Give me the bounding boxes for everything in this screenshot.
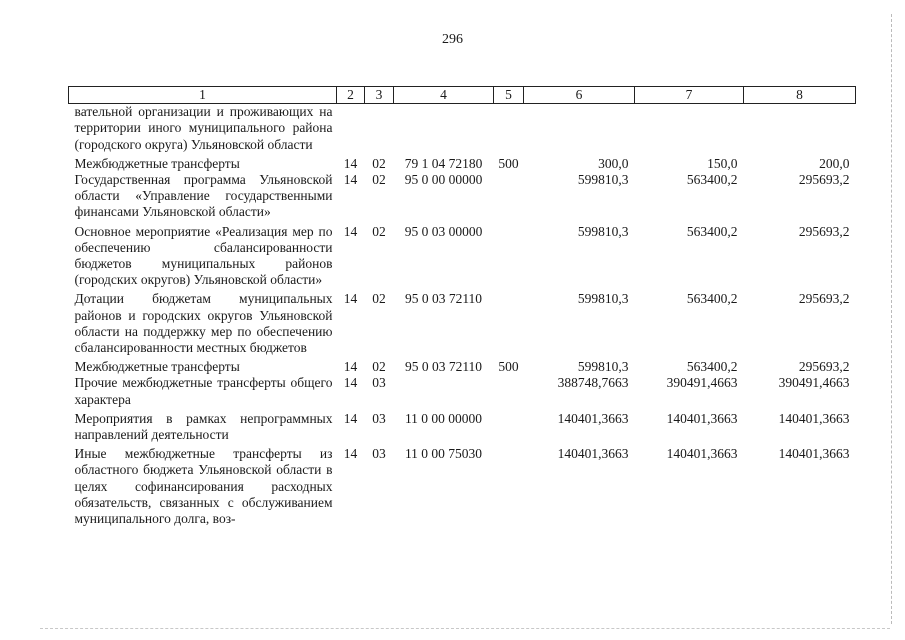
row-description: Прочие межбюджетные трансферты общего характера (74, 375, 333, 407)
row-subsection: 02 (372, 155, 386, 171)
row-target-code: 95 0 03 72110 (404, 291, 483, 307)
row-expense-type (494, 288, 524, 356)
table-row (69, 408, 856, 443)
row-amount-col8: 295693,2 (798, 291, 850, 307)
row-section: 14 (343, 446, 358, 462)
row-amount-col6: 599810,3 (577, 223, 629, 239)
row-amount-col8: 140401,3663 (778, 446, 850, 462)
row-description: Дотации бюджетам муниципальных районов и городских округов Ульяновской области на поддержку мер по обеспечению сбалансированности местных бюджетов (74, 291, 333, 356)
table-row (69, 356, 856, 375)
row-expense-type (494, 104, 524, 153)
row-amount-col6: 599810,3 (577, 291, 629, 307)
row-subsection: 02 (372, 291, 386, 307)
row-section: 14 (343, 155, 358, 171)
row-subsection (365, 104, 394, 153)
row-amount-col8: 295693,2 (798, 359, 850, 375)
scan-edge-bottom (40, 628, 890, 629)
row-amount-col7: 563400,2 (686, 223, 738, 239)
row-amount-col8: 295693,2 (798, 172, 850, 188)
row-expense-type: 500 (498, 359, 519, 375)
table-header-row (69, 87, 856, 104)
row-target-code: 79 1 04 72180 (404, 155, 483, 171)
row-description: Межбюджетные трансферты (74, 155, 240, 171)
row-amount-col6: 599810,3 (577, 359, 629, 375)
row-subsection: 02 (372, 172, 386, 188)
row-description: Государственная программа Ульяновской области «Управление государственными финансами Ульяновской области» (74, 172, 333, 220)
header-cell-8: 8 (744, 87, 856, 104)
budget-table (68, 86, 856, 527)
header-cell-3: 3 (365, 87, 394, 104)
row-amount-col7: 563400,2 (686, 291, 738, 307)
row-subsection: 03 (372, 375, 386, 391)
row-amount-col7: 140401,3663 (666, 410, 738, 426)
row-amount-col8 (744, 104, 856, 153)
page-number: 296 (442, 32, 463, 47)
row-expense-type (494, 172, 524, 221)
header-cell-7: 7 (635, 87, 744, 104)
header-cell-5: 5 (494, 87, 524, 104)
row-section: 14 (343, 375, 358, 391)
row-description: вательной организации и проживающих на территории иного муниципального района (городского округа) Ульяновской области (74, 104, 333, 152)
row-amount-col7 (635, 104, 744, 153)
row-amount-col8: 140401,3663 (778, 410, 850, 426)
table-row (69, 172, 856, 221)
table-row (69, 221, 856, 289)
row-amount-col6 (524, 104, 635, 153)
header-cell-2: 2 (337, 87, 365, 104)
row-section: 14 (343, 223, 358, 239)
row-target-code: 95 0 03 72110 (404, 359, 483, 375)
row-target-code: 95 0 00 00000 (404, 172, 483, 188)
row-amount-col8: 390491,4663 (778, 375, 850, 391)
row-amount-col7: 563400,2 (686, 359, 738, 375)
table-row (69, 104, 856, 153)
row-subsection: 03 (372, 446, 386, 462)
row-amount-col8: 295693,2 (798, 223, 850, 239)
row-expense-type (494, 408, 524, 443)
row-target-code (394, 104, 494, 153)
table-row (69, 443, 856, 527)
row-section (337, 104, 365, 153)
row-expense-type (494, 443, 524, 527)
row-description: Иные межбюджетные трансферты из областного бюджета Ульяновской области в целях софинансирования расходных обязательств, связанных с обслуживанием муниципального долга, воз- (74, 446, 333, 527)
row-description: Основное мероприятие «Реализация мер по обеспечению сбалансированности бюджетов муниципальных районов (городских округов) Ульяновской области» (74, 223, 333, 288)
row-amount-col6: 140401,3663 (557, 446, 629, 462)
row-amount-col6: 388748,7663 (557, 375, 629, 391)
row-subsection: 03 (372, 410, 386, 426)
row-section: 14 (343, 410, 358, 426)
header-cell-1: 1 (69, 87, 337, 104)
table-row (69, 153, 856, 172)
row-subsection: 02 (372, 223, 386, 239)
header-cell-4: 4 (394, 87, 494, 104)
row-amount-col8: 200,0 (819, 155, 850, 171)
row-target-code (394, 375, 494, 407)
row-amount-col7: 390491,4663 (666, 375, 738, 391)
row-amount-col7: 140401,3663 (666, 446, 738, 462)
row-target-code: 11 0 00 75030 (404, 446, 483, 462)
row-section: 14 (343, 172, 358, 188)
row-amount-col7: 150,0 (707, 155, 738, 171)
row-amount-col7: 563400,2 (686, 172, 738, 188)
row-amount-col6: 599810,3 (577, 172, 629, 188)
scan-edge-right (891, 14, 893, 624)
row-expense-type (494, 221, 524, 289)
row-subsection: 02 (372, 359, 386, 375)
row-target-code: 11 0 00 00000 (404, 410, 483, 426)
row-section: 14 (343, 291, 358, 307)
table-row (69, 375, 856, 407)
row-expense-type: 500 (498, 155, 519, 171)
row-amount-col6: 300,0 (598, 155, 629, 171)
row-section: 14 (343, 359, 358, 375)
row-description: Мероприятия в рамках непрограммных направлений деятельности (74, 410, 333, 443)
row-amount-col6: 140401,3663 (557, 410, 629, 426)
header-cell-6: 6 (524, 87, 635, 104)
table-row (69, 288, 856, 356)
row-target-code: 95 0 03 00000 (404, 223, 483, 239)
row-description: Межбюджетные трансферты (74, 359, 240, 375)
row-expense-type (494, 375, 524, 407)
